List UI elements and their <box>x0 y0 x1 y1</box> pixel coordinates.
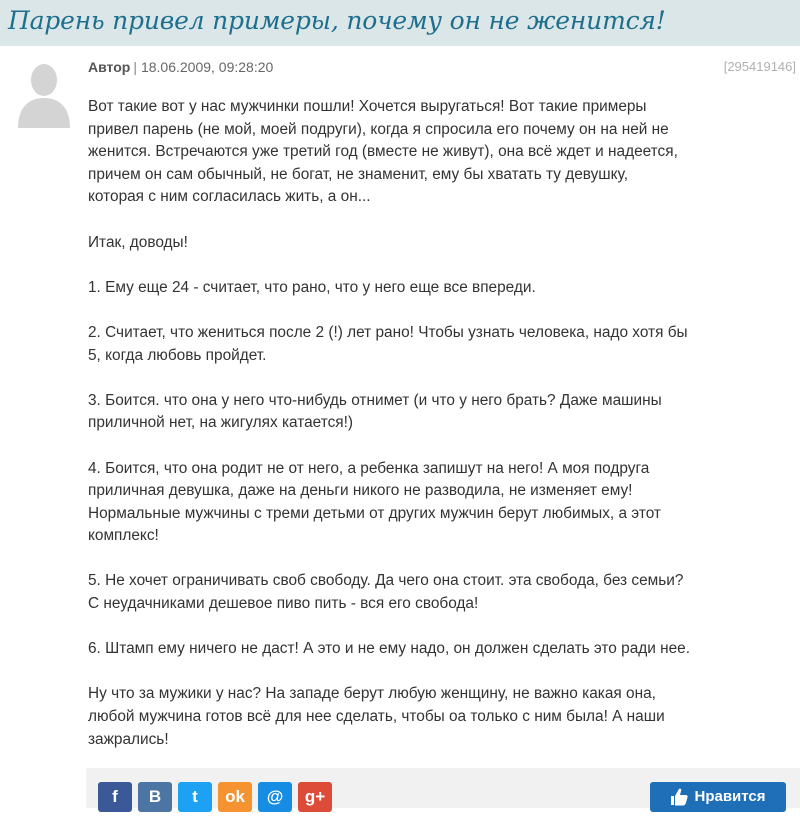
post-paragraph <box>88 232 800 255</box>
post-id: [295419146] <box>723 59 796 74</box>
post-line: приличная девушка, даже на деньги никого не разводила, не изменяет ему! <box>88 482 633 500</box>
post-line: причем он сам обычный, не богат, не знаменит, ему бы хватать ту девушку, <box>88 165 628 183</box>
post-paragraph <box>88 390 800 435</box>
post-line: 5, когда любовь пройдет. <box>88 346 267 364</box>
post-paragraph <box>88 322 800 367</box>
avatar <box>14 58 74 128</box>
post-line: 5. Не хочет ограничивать своб свободу. Да чего она стоит. эта свобода, без семьи? <box>88 572 684 590</box>
thumbs-up-icon <box>670 782 688 818</box>
post-line: 6. Штамп ему ничего не даст! А это и не ему надо, он должен сделать это ради нее. <box>88 640 691 658</box>
vk-icon: B <box>148 787 162 806</box>
post-line: приличной нет, на жигулях катается!) <box>88 414 354 432</box>
post-line: Нормальные мужчины с треми детьми от других мужчин берут любимых, а этот <box>88 504 661 522</box>
like-label: Нравится <box>694 788 766 805</box>
post-line: С неудачниками дешевое пиво пить - вся его свобода! <box>88 595 479 613</box>
post-body <box>88 96 800 774</box>
post-line: любой мужчина готов всё для нее сделать, чтобы оа только с ним была! А наши <box>88 708 665 726</box>
twitter-icon: t <box>192 787 198 806</box>
post-paragraph <box>88 683 800 751</box>
post-line: 2. Считает, что жениться после 2 (!) лет рано! Чтобы узнать человека, надо хотя бы <box>88 323 688 341</box>
post-line: которая с ним согласилась жить, а он... <box>88 188 371 206</box>
post-paragraph <box>88 277 800 300</box>
facebook-share-button[interactable] <box>98 782 132 812</box>
post-paragraph <box>88 638 800 661</box>
googleplus-icon: g+ <box>304 787 326 806</box>
post-paragraph <box>88 570 800 615</box>
post-datetime: 18.06.2009, 09:28:20 <box>140 59 274 75</box>
title-bar <box>0 0 800 46</box>
author-name[interactable]: Автор <box>88 59 131 75</box>
post-line: зажрались! <box>88 730 169 748</box>
page-title: Парень привел примеры, почему он не женится! <box>8 6 666 35</box>
facebook-icon: f <box>112 787 118 806</box>
share-buttons <box>98 782 332 812</box>
mailru-share-button[interactable] <box>258 782 292 812</box>
odnoklassniki-share-button[interactable] <box>218 782 252 812</box>
meta-separator: | <box>133 59 137 75</box>
post-line: комплекс! <box>88 527 159 545</box>
post-line: 3. Боится. что она у него что-нибудь отнимет (и что у него брать? Даже машины <box>88 391 662 409</box>
vk-share-button[interactable] <box>138 782 172 812</box>
googleplus-share-button[interactable] <box>298 782 332 812</box>
post-line: Вот такие вот у нас мужчинки пошли! Хочется выругаться! Вот такие примеры <box>88 98 647 115</box>
twitter-share-button[interactable] <box>178 782 212 812</box>
user-silhouette-icon <box>14 58 74 128</box>
post-footer <box>86 768 800 808</box>
post-paragraph <box>88 96 800 209</box>
post-line: 4. Боится, что она родит не от него, а ребенка запишут на него! А моя подруга <box>88 459 650 477</box>
post-line: 1. Ему еще 24 - считает, что рано, что у него еще все впереди. <box>88 278 536 296</box>
post-line: привел парень (не мой, моей подруги), когда я спросила его почему он на ней не <box>88 120 669 138</box>
post-line: Ну что за мужики у нас? На западе берут любую женщину, не важно какая она, <box>88 685 656 703</box>
like-button[interactable] <box>650 782 786 812</box>
post-paragraph <box>88 458 800 548</box>
post-line: Итак, доводы! <box>88 233 188 251</box>
mailru-icon: @ <box>266 787 284 806</box>
post-meta <box>88 57 796 77</box>
post-line: женится. Встречаются уже третий год (вместе не живут), она всё ждет и надеется, <box>88 143 678 161</box>
odnoklassniki-icon: ok <box>225 787 245 806</box>
